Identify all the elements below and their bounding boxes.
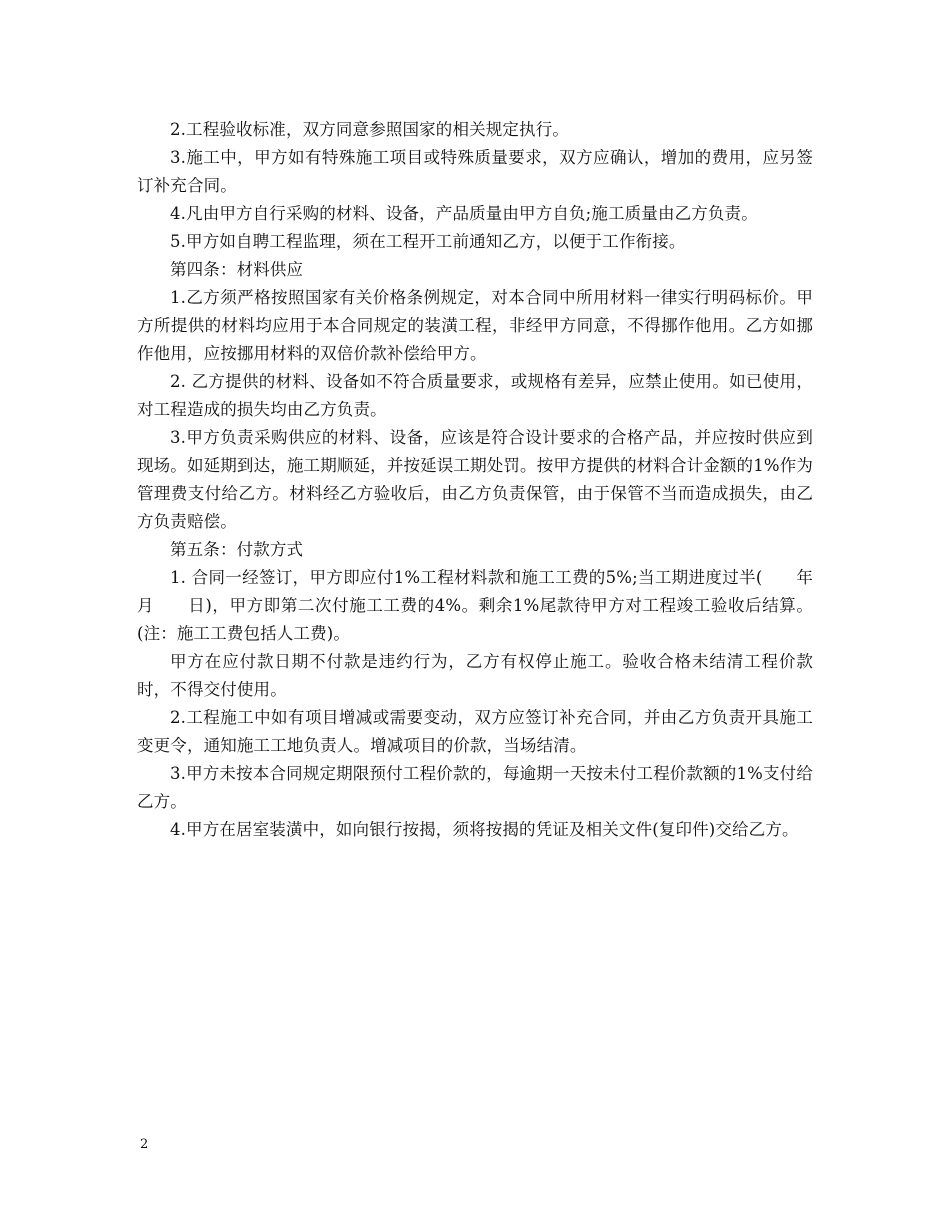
paragraph: 3.施工中，甲方如有特殊施工项目或特殊质量要求，双方应确认，增加的费用，应另签订补充合同。 (137, 148, 813, 195)
paragraph: 2. 乙方提供的材料、设备如不符合质量要求，或规格有差异，应禁止使用。如已使用，对工程造成的损失均由乙方负责。 (137, 372, 813, 419)
paragraph: 4.甲方在居室装潢中，如向银行按揭，须将按揭的凭证及相关文件(复印件)交给乙方。 (170, 820, 799, 839)
paragraph: 5.甲方如自聘工程监理，须在工程开工前通知乙方，以便于工作衔接。 (170, 232, 686, 251)
paragraph: 2.工程施工中如有项目增减或需要变动，双方应签订补充合同，并由乙方负责开具施工变更令，通知施工工地负责人。增减项目的价款，当场结清。 (137, 708, 813, 755)
paragraph: 1. 合同一经签订，甲方即应付1%工程材料款和施工工费的5%;当工期进度过半( 年 月 日)，甲方即第二次付施工工费的4%。剩余1%尾款待甲方对工程竣工验收后结算。(注：施工工费包括人工费)。 (137, 568, 847, 643)
paragraph: 3.甲方负责采购供应的材料、设备，应该是符合设计要求的合格产品，并应按时供应到现场。如延期到达，施工期顺延，并按延误工期处罚。按甲方提供的材料合计金额的1%作为管理费支付给乙方。材料经乙方验收后，由乙方负责保管，由于保管不当而造成损失，由乙方负责赔偿。 (137, 428, 813, 531)
paragraph: 1.乙方须严格按照国家有关价格条例规定，对本合同中所用材料一律实行明码标价。甲方所提供的材料均应用于本合同规定的装潢工程，非经甲方同意，不得挪作他用。乙方如挪作他用，应按挪用材料的双倍价款补偿给甲方。 (137, 288, 813, 363)
page-number: 2 (140, 1137, 149, 1152)
document-body (137, 116, 847, 844)
section-heading: 第五条：付款方式 (170, 540, 304, 559)
section-heading: 第四条：材料供应 (170, 260, 304, 279)
paragraph: 3.甲方未按本合同规定期限预付工程价款的，每逾期一天按未付工程价款额的1%支付给乙方。 (137, 764, 813, 811)
paragraph: 甲方在应付款日期不付款是违约行为，乙方有权停止施工。验收合格未结清工程价款时，不得交付使用。 (137, 652, 813, 699)
paragraph: 4.凡由甲方自行采购的材料、设备，产品质量由甲方自负;施工质量由乙方负责。 (170, 204, 758, 223)
paragraph: 2.工程验收标准，双方同意参照国家的相关规定执行。 (170, 120, 569, 139)
